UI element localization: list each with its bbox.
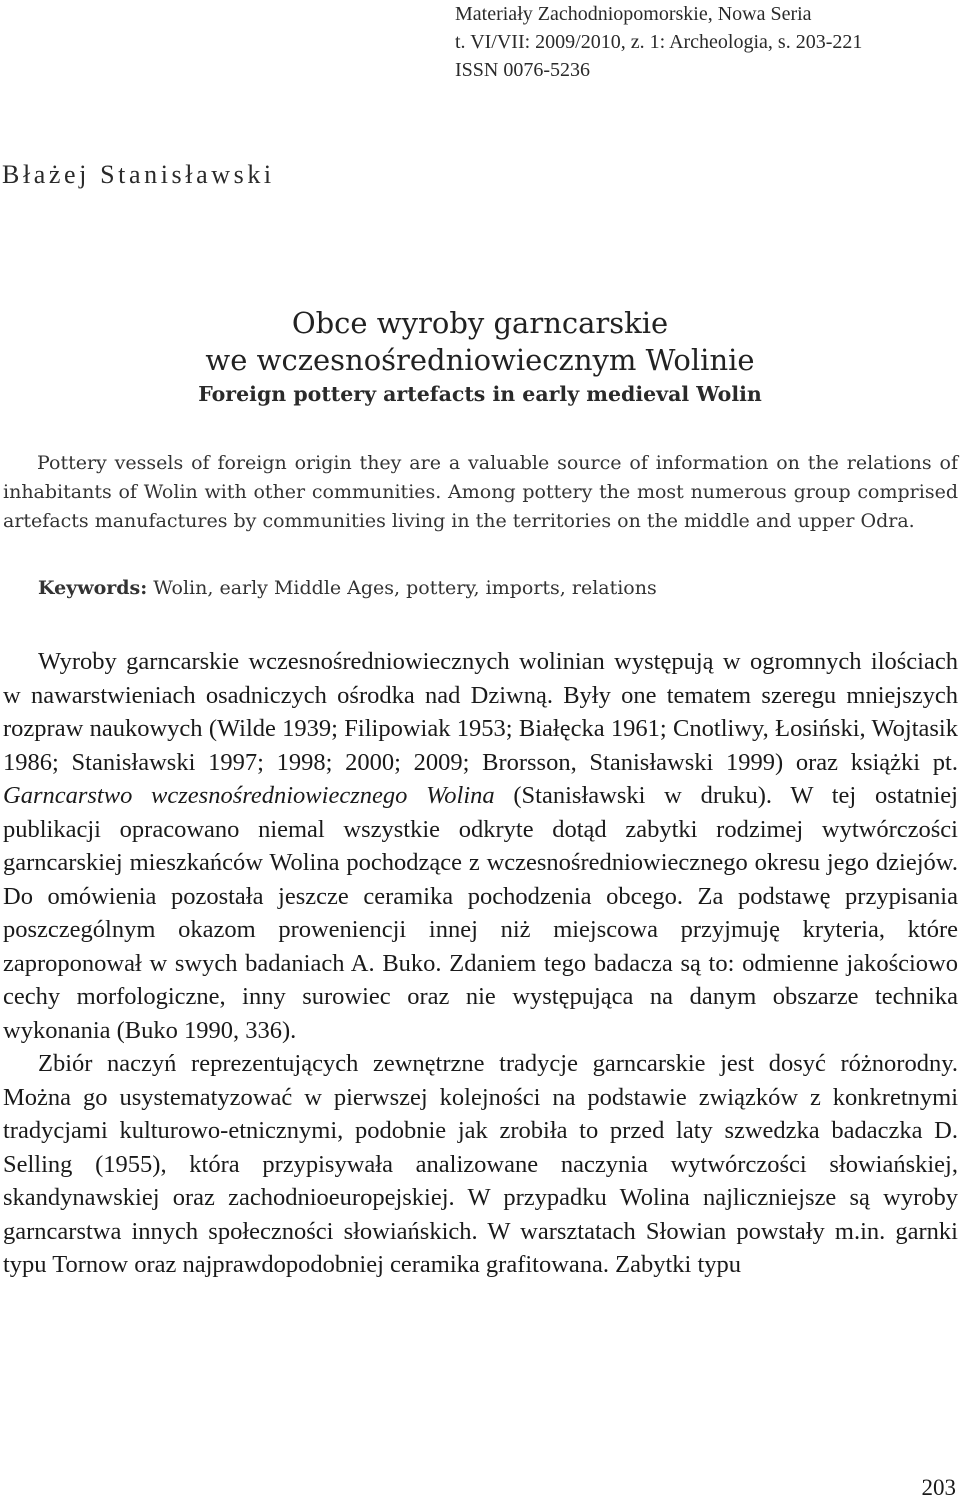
- keywords: [38, 574, 657, 603]
- body-paragraph-1-part1: Wyroby garncarskie wczesnośredniowiecznych wolinian występują w ogromnych ilościach w nawarstwieniach osadniczych ośrodka nad Dziwną. Były one tematem szeregu mniejszych rozpraw naukowych (Wilde 1939; Filipowiak 1953; Białęcka 1961; Cnotliwy, Łosiński, Wojtasik 1986; Stanisławski 1997; 1998; 2000; 2009; Brorsson, Stanisławski 1999) oraz książki pt.: [3, 648, 958, 776]
- body-paragraph-2: Zbiór naczyń reprezentujących zewnętrzne tradycje garncarskie jest dosyć różnorodny. Można go usystematyzować w pierwszej kolejności na podstawie związków z konkretnymi tradycjami kulturowo-etnicznymi, podobnie jak zrobiła to przed laty szwedzka badaczka D. Selling (1955), która przypisywała analizowane naczynia wytwórczości słowiańskiej, skandynawskiej oraz zachodnioeuropejskiej. W przypadku Wolina najliczniejsze są wyroby garncarstwa innych społeczności słowiańskich. W warsztatach Słowian powstały m.in. garnki typu Tornow oraz najprawdopodobniej ceramika grafitowana. Zabytki typu: [3, 1050, 958, 1278]
- title-english: Foreign pottery artefacts in early medieval Wolin: [198, 382, 762, 406]
- title-polish-line1: Obce wyroby garncarskie: [291, 306, 669, 340]
- article-body: [3, 645, 958, 1282]
- body-paragraph-1: [3, 645, 958, 1047]
- body-paragraph-1-part2: (Stanisławski w druku). W tej ostatniej publikacji opracowano niemal wszystkie odkryte dotąd zabytki rodzimej wytwórczości garncarskiej mieszkańców Wolina pochodzące z wczesnośredniowiecznego okresu jego dziejów. Do omówienia pozostała jeszcze ceramika pochodzenia obcego. Za podstawę przypisania poszczególnym okazom proweniencji innej niż miejscowa przyjmuję kryteria, które zaproponował w swych badaniach A. Buko. Zdaniem tego badacza są to: odmienne jakościowo cechy morfologiczne, inny surowiec oraz nie występująca na danym obszarze technika wykonania (Buko 1990, 336).: [3, 782, 958, 1044]
- abstract-text: Pottery vessels of foreign origin they are a valuable source of information on the relations of inhabitants of Wolin with other communities. Among pottery the most numerous group comprised artefacts manufactures by communities living in the territories on the middle and upper Odra.: [3, 452, 958, 532]
- journal-header: [455, 0, 862, 84]
- journal-volume: t. VI/VII: 2009/2010, z. 1: Archeologia, s. 203-221: [455, 31, 863, 53]
- page-number: 203: [921, 1475, 956, 1500]
- keywords-label: Keywords:: [38, 577, 148, 599]
- abstract: [3, 449, 958, 536]
- book-title-italic: Garncarstwo wczesnośredniowiecznego Wolina: [3, 782, 495, 809]
- journal-name: Materiały Zachodniopomorskie, Nowa Seria: [455, 3, 812, 25]
- article-author: Błażej Stanisławski: [2, 160, 275, 189]
- journal-issn: ISSN 0076-5236: [455, 59, 591, 81]
- title-polish-line2: we wczesnośredniowiecznym Wolinie: [205, 343, 755, 377]
- article-titles: [0, 305, 960, 409]
- keywords-text: Wolin, early Middle Ages, pottery, imports, relations: [147, 577, 657, 599]
